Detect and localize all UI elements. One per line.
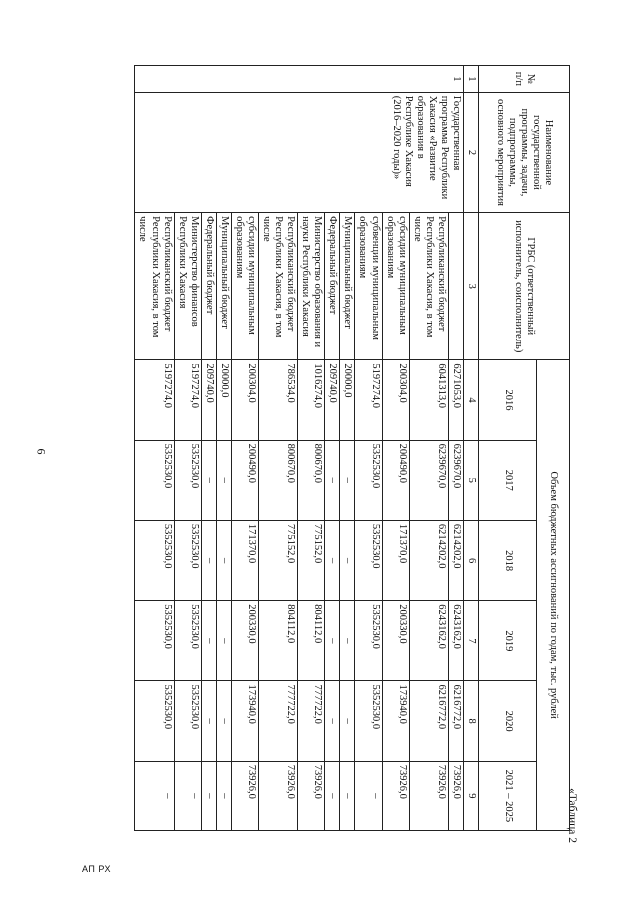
value-cell: 5197274,0 (174, 360, 201, 440)
value-cell: 73926,0 (259, 761, 298, 830)
value-cell: 209740,0 (201, 360, 216, 440)
value-cell: – (325, 601, 340, 681)
grbs-cell: Министерство финансов Республики Хакасия (174, 213, 201, 360)
grbs-cell: Муниципальный бюджет (340, 213, 355, 360)
index-cell: 9 (463, 761, 478, 830)
value-cell: – (201, 601, 216, 681)
value-cell: 804112,0 (259, 601, 298, 681)
value-cell: – (201, 440, 216, 520)
value-cell: – (216, 520, 231, 600)
value-cell: – (216, 440, 231, 520)
value-cell: 1016274,0 (298, 360, 325, 440)
value-cell: 171370,0 (231, 520, 258, 600)
value-cell: – (201, 681, 216, 761)
value-cell: 800670,0 (298, 440, 325, 520)
value-cell: 6041313,0 (409, 360, 448, 440)
grbs-cell: Республиканский бюджет Республики Хакасия, в том числе (259, 213, 298, 360)
value-cell: 6214202,0 (448, 520, 463, 600)
value-cell: 173940,0 (382, 681, 409, 761)
value-cell: 73926,0 (382, 761, 409, 830)
index-row (463, 66, 478, 831)
value-cell: – (340, 681, 355, 761)
value-cell: – (325, 761, 340, 830)
value-cell: 73926,0 (409, 761, 448, 830)
grbs-cell: Республиканский бюджет Республики Хакасия, в том числе (135, 213, 174, 360)
value-cell: 6216772,0 (409, 681, 448, 761)
header-year: 2019 (479, 601, 537, 681)
header-grbs: ГРБС (ответственный исполнитель, соисполнитель) (479, 213, 570, 360)
grbs-cell: субвенции муниципальным образованиям (355, 213, 382, 360)
value-cell: – (355, 761, 382, 830)
header-year: 2017 (479, 440, 537, 520)
value-cell: 200304,0 (382, 360, 409, 440)
grbs-cell: Муниципальный бюджет (216, 213, 231, 360)
value-cell: 804112,0 (298, 601, 325, 681)
value-cell: – (325, 440, 340, 520)
rotated-table-page (108, 65, 578, 845)
value-cell: 5197274,0 (135, 360, 174, 440)
value-cell: 5352530,0 (135, 681, 174, 761)
value-cell: 200330,0 (231, 601, 258, 681)
value-cell: – (340, 440, 355, 520)
header-name: Наименование государственной программы, задачи, подпрограммы, основного мероприятия (479, 92, 570, 212)
value-cell: 5352530,0 (135, 520, 174, 600)
value-cell: – (325, 681, 340, 761)
grbs-cell: Федеральный бюджет (201, 213, 216, 360)
value-cell: 5352530,0 (174, 681, 201, 761)
value-cell: 6216772,0 (448, 681, 463, 761)
program-num: 1 (135, 66, 464, 93)
value-cell: 200330,0 (382, 601, 409, 681)
value-cell: 775152,0 (259, 520, 298, 600)
grbs-cell: Республиканский бюджет Республики Хакасия, в том числе (409, 213, 448, 360)
value-cell: 5352530,0 (174, 520, 201, 600)
value-cell: 5352530,0 (174, 440, 201, 520)
value-cell: 786534,0 (259, 360, 298, 440)
index-cell: 7 (463, 601, 478, 681)
value-cell: 6271053,0 (448, 360, 463, 440)
table-caption: «Таблица 2 (566, 788, 578, 843)
grbs-cell: субсидии муниципальным образованиям (231, 213, 258, 360)
index-cell: 4 (463, 360, 478, 440)
value-cell: 800670,0 (259, 440, 298, 520)
value-cell: – (325, 520, 340, 600)
header-num: № п/п (479, 66, 570, 93)
value-cell: – (135, 761, 174, 830)
value-cell: 20000,0 (340, 360, 355, 440)
index-cell: 3 (463, 213, 478, 360)
header-year: 2021 – 2025 (479, 761, 537, 830)
index-cell: 8 (463, 681, 478, 761)
value-cell: 6243162,0 (448, 601, 463, 681)
value-cell: 200304,0 (231, 360, 258, 440)
value-cell: 200490,0 (231, 440, 258, 520)
value-cell: 5352530,0 (355, 681, 382, 761)
footer-mark: АП РХ (82, 864, 111, 874)
value-cell: – (340, 601, 355, 681)
table-row (448, 66, 463, 831)
value-cell: 209740,0 (325, 360, 340, 440)
grbs-cell: субсидии муниципальным образованиям (382, 213, 409, 360)
header-year: 2016 (479, 360, 537, 440)
value-cell: 73926,0 (231, 761, 258, 830)
value-cell: 73926,0 (298, 761, 325, 830)
value-cell: 20000,0 (216, 360, 231, 440)
value-cell: 200490,0 (382, 440, 409, 520)
value-cell: – (216, 681, 231, 761)
value-cell: 5352530,0 (135, 440, 174, 520)
grbs-cell: Министерство образования и науки Республики Хакасия (298, 213, 325, 360)
value-cell: 6243162,0 (409, 601, 448, 681)
value-cell: – (174, 761, 201, 830)
grbs-cell: Федеральный бюджет (325, 213, 340, 360)
page-number: 6 (34, 448, 49, 455)
index-cell: 2 (463, 92, 478, 212)
value-cell: 73926,0 (448, 761, 463, 830)
header-year: 2018 (479, 520, 537, 600)
value-cell: 5352530,0 (135, 601, 174, 681)
value-cell: 5352530,0 (355, 520, 382, 600)
index-cell: 1 (463, 66, 478, 93)
value-cell: 6239670,0 (448, 440, 463, 520)
value-cell: 5352530,0 (355, 440, 382, 520)
value-cell: 171370,0 (382, 520, 409, 600)
header-year: 2020 (479, 681, 537, 761)
grbs-cell (448, 213, 463, 360)
program-name: Государственная программа Республики Хакасия «Развитие образования в Республике Хакасия (2016–2020 годы)» (135, 92, 464, 212)
value-cell: 6239670,0 (409, 440, 448, 520)
value-cell: – (340, 520, 355, 600)
index-cell: 5 (463, 440, 478, 520)
value-cell: – (340, 761, 355, 830)
value-cell: 5352530,0 (174, 601, 201, 681)
value-cell: 777722,0 (298, 681, 325, 761)
value-cell: – (201, 761, 216, 830)
value-cell: – (216, 761, 231, 830)
index-cell: 6 (463, 520, 478, 600)
header-volume: Объем бюджетных ассигнований по годам, тыс. рублей (537, 360, 570, 831)
budget-table (134, 65, 570, 831)
value-cell: – (216, 601, 231, 681)
value-cell: 5352530,0 (355, 601, 382, 681)
value-cell: 173940,0 (231, 681, 258, 761)
value-cell: – (201, 520, 216, 600)
value-cell: 5197274,0 (355, 360, 382, 440)
value-cell: 6214202,0 (409, 520, 448, 600)
value-cell: 777722,0 (259, 681, 298, 761)
value-cell: 775152,0 (298, 520, 325, 600)
